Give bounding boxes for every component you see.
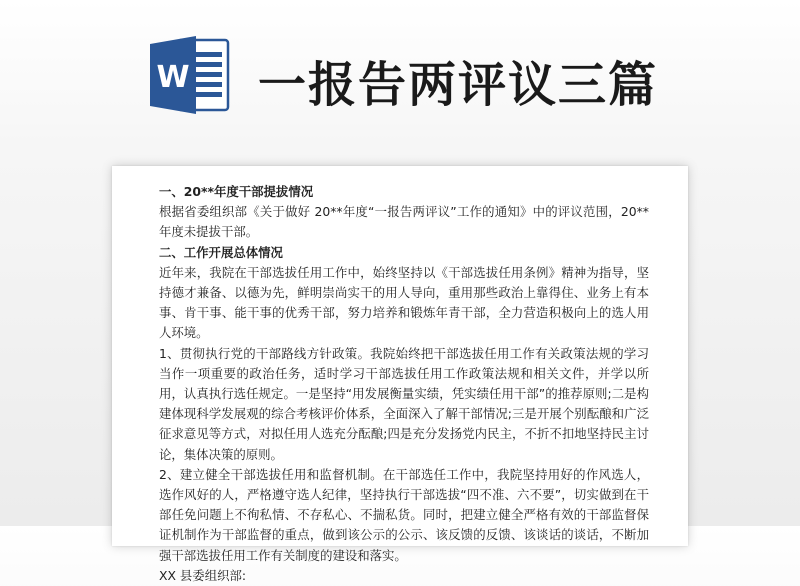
paragraph-mechanism: 2、建立健全干部选拔任用和监督机制。在干部选任工作中，我院坚持用好的作风选人，选作风好的人，严格遵守选人纪律，坚持执行干部选拔“四不准、六不要”，切实做到在干部任免问题上不徇私情、不存私心、不揣私货。同时，把建立健全严格有效的干部监督保证机制作为干部监督的重点，做到该公示的公示、该反馈的反馈、该谈话的谈话，不断加强干部选拔任用工作有关制度的建设和落实。 [159, 466, 649, 563]
page-title: 一报告两评议三篇 [258, 57, 659, 113]
paragraph-overview: 近年来，我院在干部选拔任用工作中，始终坚持以《干部选拔任用条例》精神为指导，坚持德才兼备、以德为先，鲜明崇尚实干的用人导向，重用那些政治上靠得住、业务上有本事、肯干事、能干事的优秀干部，努力培养和锻炼年青干部，全力营造积极向上的选人用人环境。 [159, 264, 649, 341]
word-icon-letter: W [156, 60, 190, 95]
document-content [159, 182, 649, 586]
paragraph-promotion: 根据省委组织部《关于做好 20**年度“一报告两评议”工作的通知》中的评议范围，20**年度未提拔干部。 [159, 204, 649, 240]
paragraph-policy: 1、贯彻执行党的干部路线方针政策。我院始终把干部选拔任用工作有关政策法规的学习当作一项重要的政治任务，适时学习干部选拔任用工作政策法规和相关文件，并学以所用，认真执行选任规定。一是坚持“用发展衡量实绩，凭实绩任用干部”的推荐原则;二是构建体现科学发展观的综合考核评价体系，全面深入了解干部情况;三是开展个别酝酿和广泛征求意见等方式，对拟任用人选充分酝酿;四是充分发扬党内民主，不折不扣地坚持民主讨论，集体决策的原则。 [159, 345, 649, 462]
signature: XX 县委组织部: [159, 567, 247, 583]
header-banner [0, 0, 800, 150]
section-heading-promotion: 一、20**年度干部提拔情况 [159, 184, 314, 199]
word-document-icon [148, 34, 232, 116]
section-heading-overview: 二、工作开展总体情况 [159, 244, 283, 260]
